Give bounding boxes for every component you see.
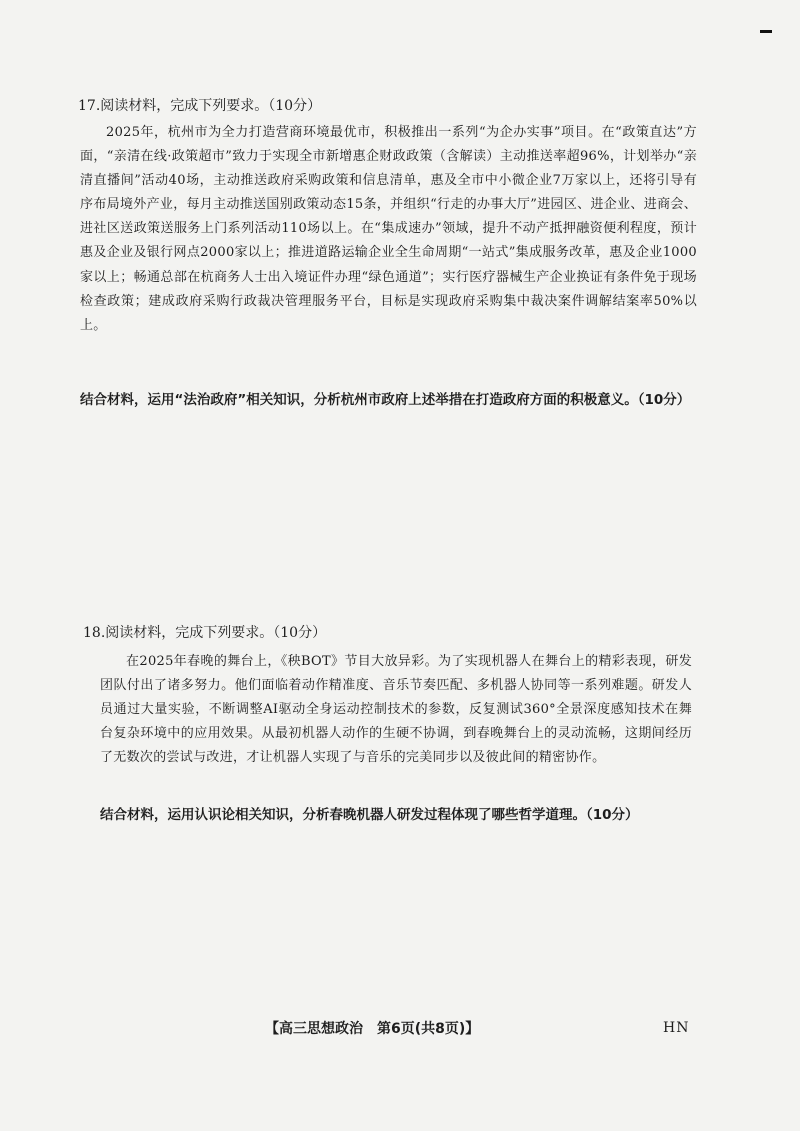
question-17-task: 结合材料，运用“法治政府”相关知识，分析杭州市政府上述举措在打造政府方面的积极意义。（10分） (80, 392, 691, 408)
question-17-header: 17.阅读材料，完成下列要求。（10分） (78, 98, 322, 114)
question-18-task: 结合材料，运用认识论相关知识，分析春晚机器人研发过程体现了哪些哲学道理。（10分） (100, 807, 639, 823)
question-17-material-text: 2025年，杭州市为全力打造营商环境最优市，积极推出一系列“为企办实事”项目。在“政策直达”方面，“亲清在线·政策超市”致力于实现全市新增惠企财政政策（含解读）主动推送率超96%，计划举办“亲清直播间”活动40场，主动推送政府采购政策和信息清单，惠及全市中小微企业7万家以上，还将引导有序布局境外产业，每月主动推送国别政策动态15条，并组织“行走的办事大厅”进园区、进企业、进商会、进社区送政策送服务上门系列活动110场以上。在“集成速办”领域，提升不动产抵押融资便利程度，预计惠及企业及银行网点2000家以上；推进道路运输企业全生命周期“一站式”集成服务改革，惠及企业1000家以上；畅通总部在杭商务人士出入境证件办理“绿色通道”；实行医疗器械生产企业换证有条件免于现场检查政策；建成政府采购行政裁决管理服务平台，目标是实现政府采购集中裁决案件调解结案率50%以上。 (80, 125, 697, 333)
question-18-material (100, 650, 692, 770)
question-18-header: 18.阅读材料，完成下列要求。（10分） (83, 625, 327, 641)
footer-page-label: 【高三思想政治 第6页(共8页)】 (265, 1021, 480, 1037)
question-17-material (80, 121, 697, 338)
footer-code: HN (663, 1020, 690, 1036)
page-edge-mark (760, 30, 772, 33)
question-18-material-text: 在2025年春晚的舞台上，《秧BOT》节目大放异彩。为了实现机器人在舞台上的精彩表现，研发团队付出了诸多努力。他们面临着动作精准度、音乐节奏匹配、多机器人协同等一系列难题。研发人员通过大量实验，不断调整AI驱动全身运动控制技术的参数，反复测试360°全景深度感知技术在舞台复杂环境中的应用效果。从最初机器人动作的生硬不协调，到春晚舞台上的灵动流畅，这期间经历了无数次的尝试与改进，才让机器人实现了与音乐的完美同步以及彼此间的精密协作。 (100, 654, 692, 766)
page-footer (0, 1018, 800, 1040)
